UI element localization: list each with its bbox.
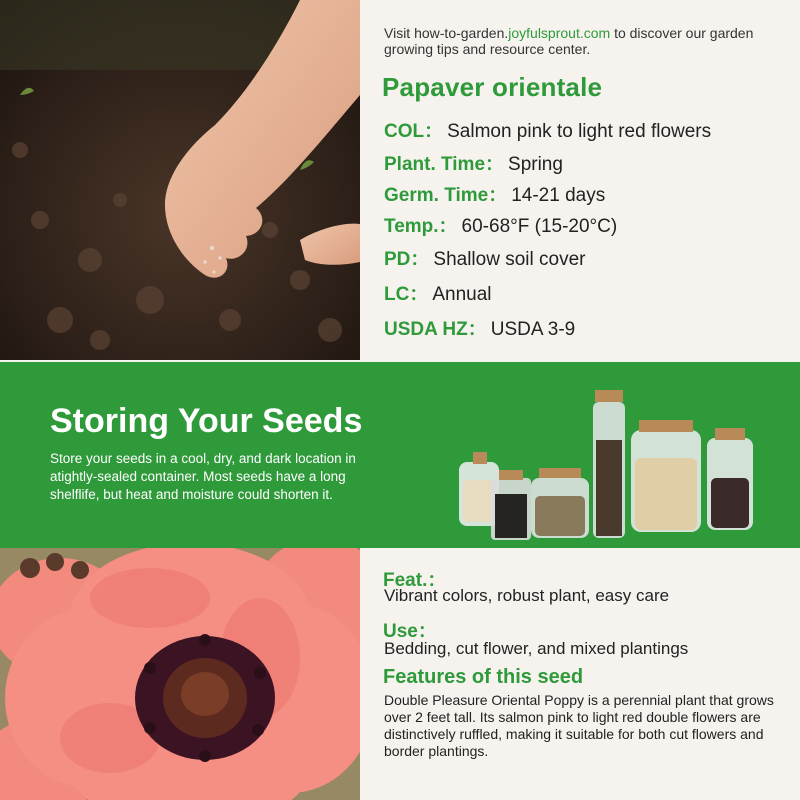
spec-label: Germ. Time： bbox=[384, 185, 508, 206]
soil-hands-photo bbox=[0, 0, 360, 360]
plant-name: Papaver orientale bbox=[382, 72, 603, 102]
spec-usda-zone bbox=[384, 314, 575, 341]
spec-label: Plant. Time： bbox=[384, 154, 505, 175]
promo-text bbox=[384, 25, 784, 57]
spec-value: USDA 3-9 bbox=[490, 319, 576, 340]
spec-value: Annual bbox=[432, 284, 492, 305]
promo-prefix: Visit how-to-garden. bbox=[384, 25, 509, 41]
spec-label: Temp.： bbox=[384, 216, 458, 237]
spec-germ-time bbox=[384, 180, 605, 207]
use-value: Bedding, cut flower, and mixed plantings bbox=[384, 639, 689, 658]
spec-value: 14-21 days bbox=[511, 185, 606, 206]
spec-value: Shallow soil cover bbox=[433, 249, 586, 270]
seed-jars-image bbox=[455, 382, 765, 542]
seed-features-title: Features of this seed bbox=[383, 666, 584, 688]
promo-suffix: to discover our garden growing tips and resource center. bbox=[384, 25, 754, 57]
use-label: Use： bbox=[383, 621, 437, 642]
spec-label: USDA HZ： bbox=[384, 319, 487, 340]
features-panel bbox=[360, 548, 800, 800]
seed-description: Double Pleasure Oriental Poppy is a perennial plant that grows over 2 feet tall. Its salmon pink to light red double flowers are distinctively ruffled, making it suitable for both cut flowers and border plantings. bbox=[384, 692, 774, 759]
feat-value: Vibrant colors, robust plant, easy care bbox=[384, 586, 670, 605]
brand-link[interactable]: joyfulsprout.com bbox=[508, 25, 611, 41]
spec-value: Salmon pink to light red flowers bbox=[447, 121, 712, 142]
plant-info-panel bbox=[360, 0, 800, 362]
storage-title: Storing Your Seeds bbox=[50, 402, 363, 440]
spec-label: COL： bbox=[384, 121, 444, 142]
storage-banner bbox=[0, 362, 800, 548]
spec-temperature bbox=[384, 211, 617, 238]
feat-label: Feat.： bbox=[383, 570, 447, 591]
spec-plant-time bbox=[384, 149, 563, 176]
spec-color bbox=[384, 116, 711, 143]
poppy-flower-photo bbox=[0, 548, 360, 800]
spec-life-cycle bbox=[384, 279, 492, 306]
spec-value: 60-68°F (15-20°C) bbox=[461, 216, 618, 237]
storage-text: Store your seeds in a cool, dry, and dark location in atightly-sealed container. Most seeds have a long shelflife, but heat and moisture could shorten it. bbox=[50, 451, 356, 502]
spec-label: PD： bbox=[384, 249, 430, 270]
spec-planting-depth bbox=[384, 244, 585, 271]
spec-value: Spring bbox=[508, 154, 563, 175]
spec-label: LC： bbox=[384, 284, 429, 305]
